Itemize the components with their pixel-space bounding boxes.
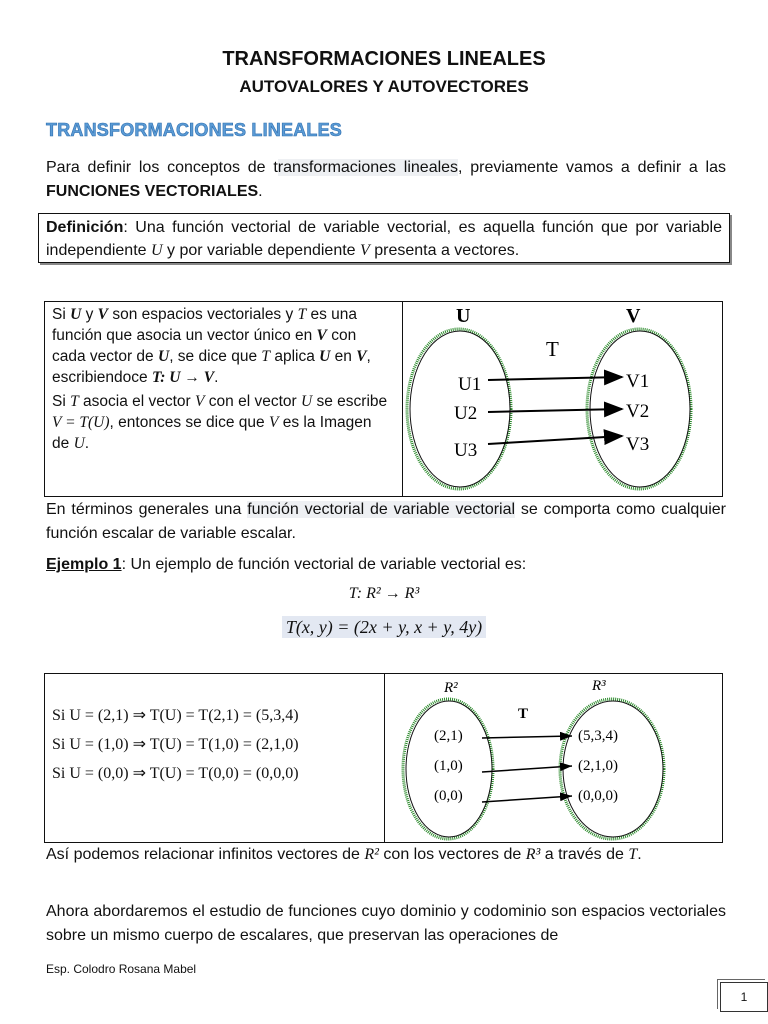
map-t-label: T	[518, 706, 529, 722]
definition-label: Definición	[46, 219, 124, 236]
example-row: Si U = (1,0) ⇒ T(U) = T(1,0) = (2,1,0)	[52, 736, 299, 753]
domain-item: U3	[454, 440, 478, 461]
page-title: TRANSFORMACIONES LINEALES	[222, 48, 546, 70]
mapping-arrow	[482, 796, 572, 802]
set-r2-label: R²	[444, 680, 458, 696]
set-v-label: V	[626, 305, 641, 327]
example-row: Si U = (0,0) ⇒ T(U) = T(0,0) = (0,0,0)	[52, 765, 299, 782]
set-u-label: U	[456, 305, 471, 327]
example-heading: Ejemplo 1: Un ejemplo de función vectorial de variable vectorial es:	[46, 556, 527, 573]
intro-paragraph: Para definir los conceptos de transformaciones lineales, previamente vamos a definir a las FUNCIONES VECTORIALES.	[46, 159, 726, 200]
domain-item: (1,0)	[434, 758, 463, 774]
codomain-item: (5,3,4)	[578, 728, 618, 744]
concept-text: Si U y V son espacios vectoriales y T es una función que asocia un vector único en V con cada vector de U, se dice que T aplica U en V, escribiendoce T: U → V. Si T asocia el vector V con el vector U se escribe V = T(U), entonces se dice que V es la Imagen de U.	[52, 306, 388, 452]
concept-table	[44, 301, 723, 497]
definition-box: Definición: Una función vectorial de variable vectorial, es aquella función que por variable independiente U y por variable dependiente V presenta a vectores.	[38, 213, 730, 263]
mapping-arrow	[482, 766, 572, 772]
page-subtitle: AUTOVALORES Y AUTOVECTORES	[239, 77, 529, 96]
page-number: 1	[720, 982, 768, 1012]
codomain-item: V2	[626, 401, 650, 422]
example-label: Ejemplo 1	[46, 556, 122, 573]
mapping-diagram-r2-r3	[386, 674, 722, 842]
domain-item: U2	[454, 403, 478, 424]
footer-author: Esp. Colodro Rosana Mabel	[46, 962, 197, 976]
mapping-arrow	[482, 736, 572, 738]
closing-paragraph: Ahora abordaremos el estudio de funciones cuyo dominio y codominio son espacios vectoriales sobre un mismo cuerpo de escalares, que preservan las operaciones de	[46, 903, 726, 944]
codomain-item: (2,1,0)	[578, 758, 618, 774]
general-paragraph: En términos generales una función vectorial de variable vectorial se comporta como cualquier función escalar de variable escalar.	[46, 501, 727, 542]
relation-paragraph: Así podemos relacionar infinitos vectores de R² con los vectores de R³ a través de T.	[46, 846, 642, 863]
example-rows	[52, 701, 382, 788]
set-r3-label: R³	[592, 678, 606, 694]
example-table	[44, 673, 723, 843]
domain-item: (0,0)	[434, 788, 463, 804]
example-row: Si U = (2,1) ⇒ T(U) = T(2,1) = (5,3,4)	[52, 707, 299, 724]
section-heading: TRANSFORMACIONES LINEALES	[46, 120, 343, 140]
example-map: T: R² → R³	[348, 585, 420, 602]
domain-item: (2,1)	[434, 728, 463, 744]
mapping-diagram-uv	[404, 302, 724, 496]
mapping-arrow	[488, 409, 622, 412]
map-t-label: T	[546, 337, 559, 361]
codomain-item: V1	[626, 371, 650, 392]
domain-item: U1	[458, 374, 482, 395]
example-formula: T(x, y) = (2x + y, x + y, 4y)	[282, 616, 486, 638]
codomain-item: (0,0,0)	[578, 788, 618, 804]
codomain-item: V3	[626, 434, 650, 455]
